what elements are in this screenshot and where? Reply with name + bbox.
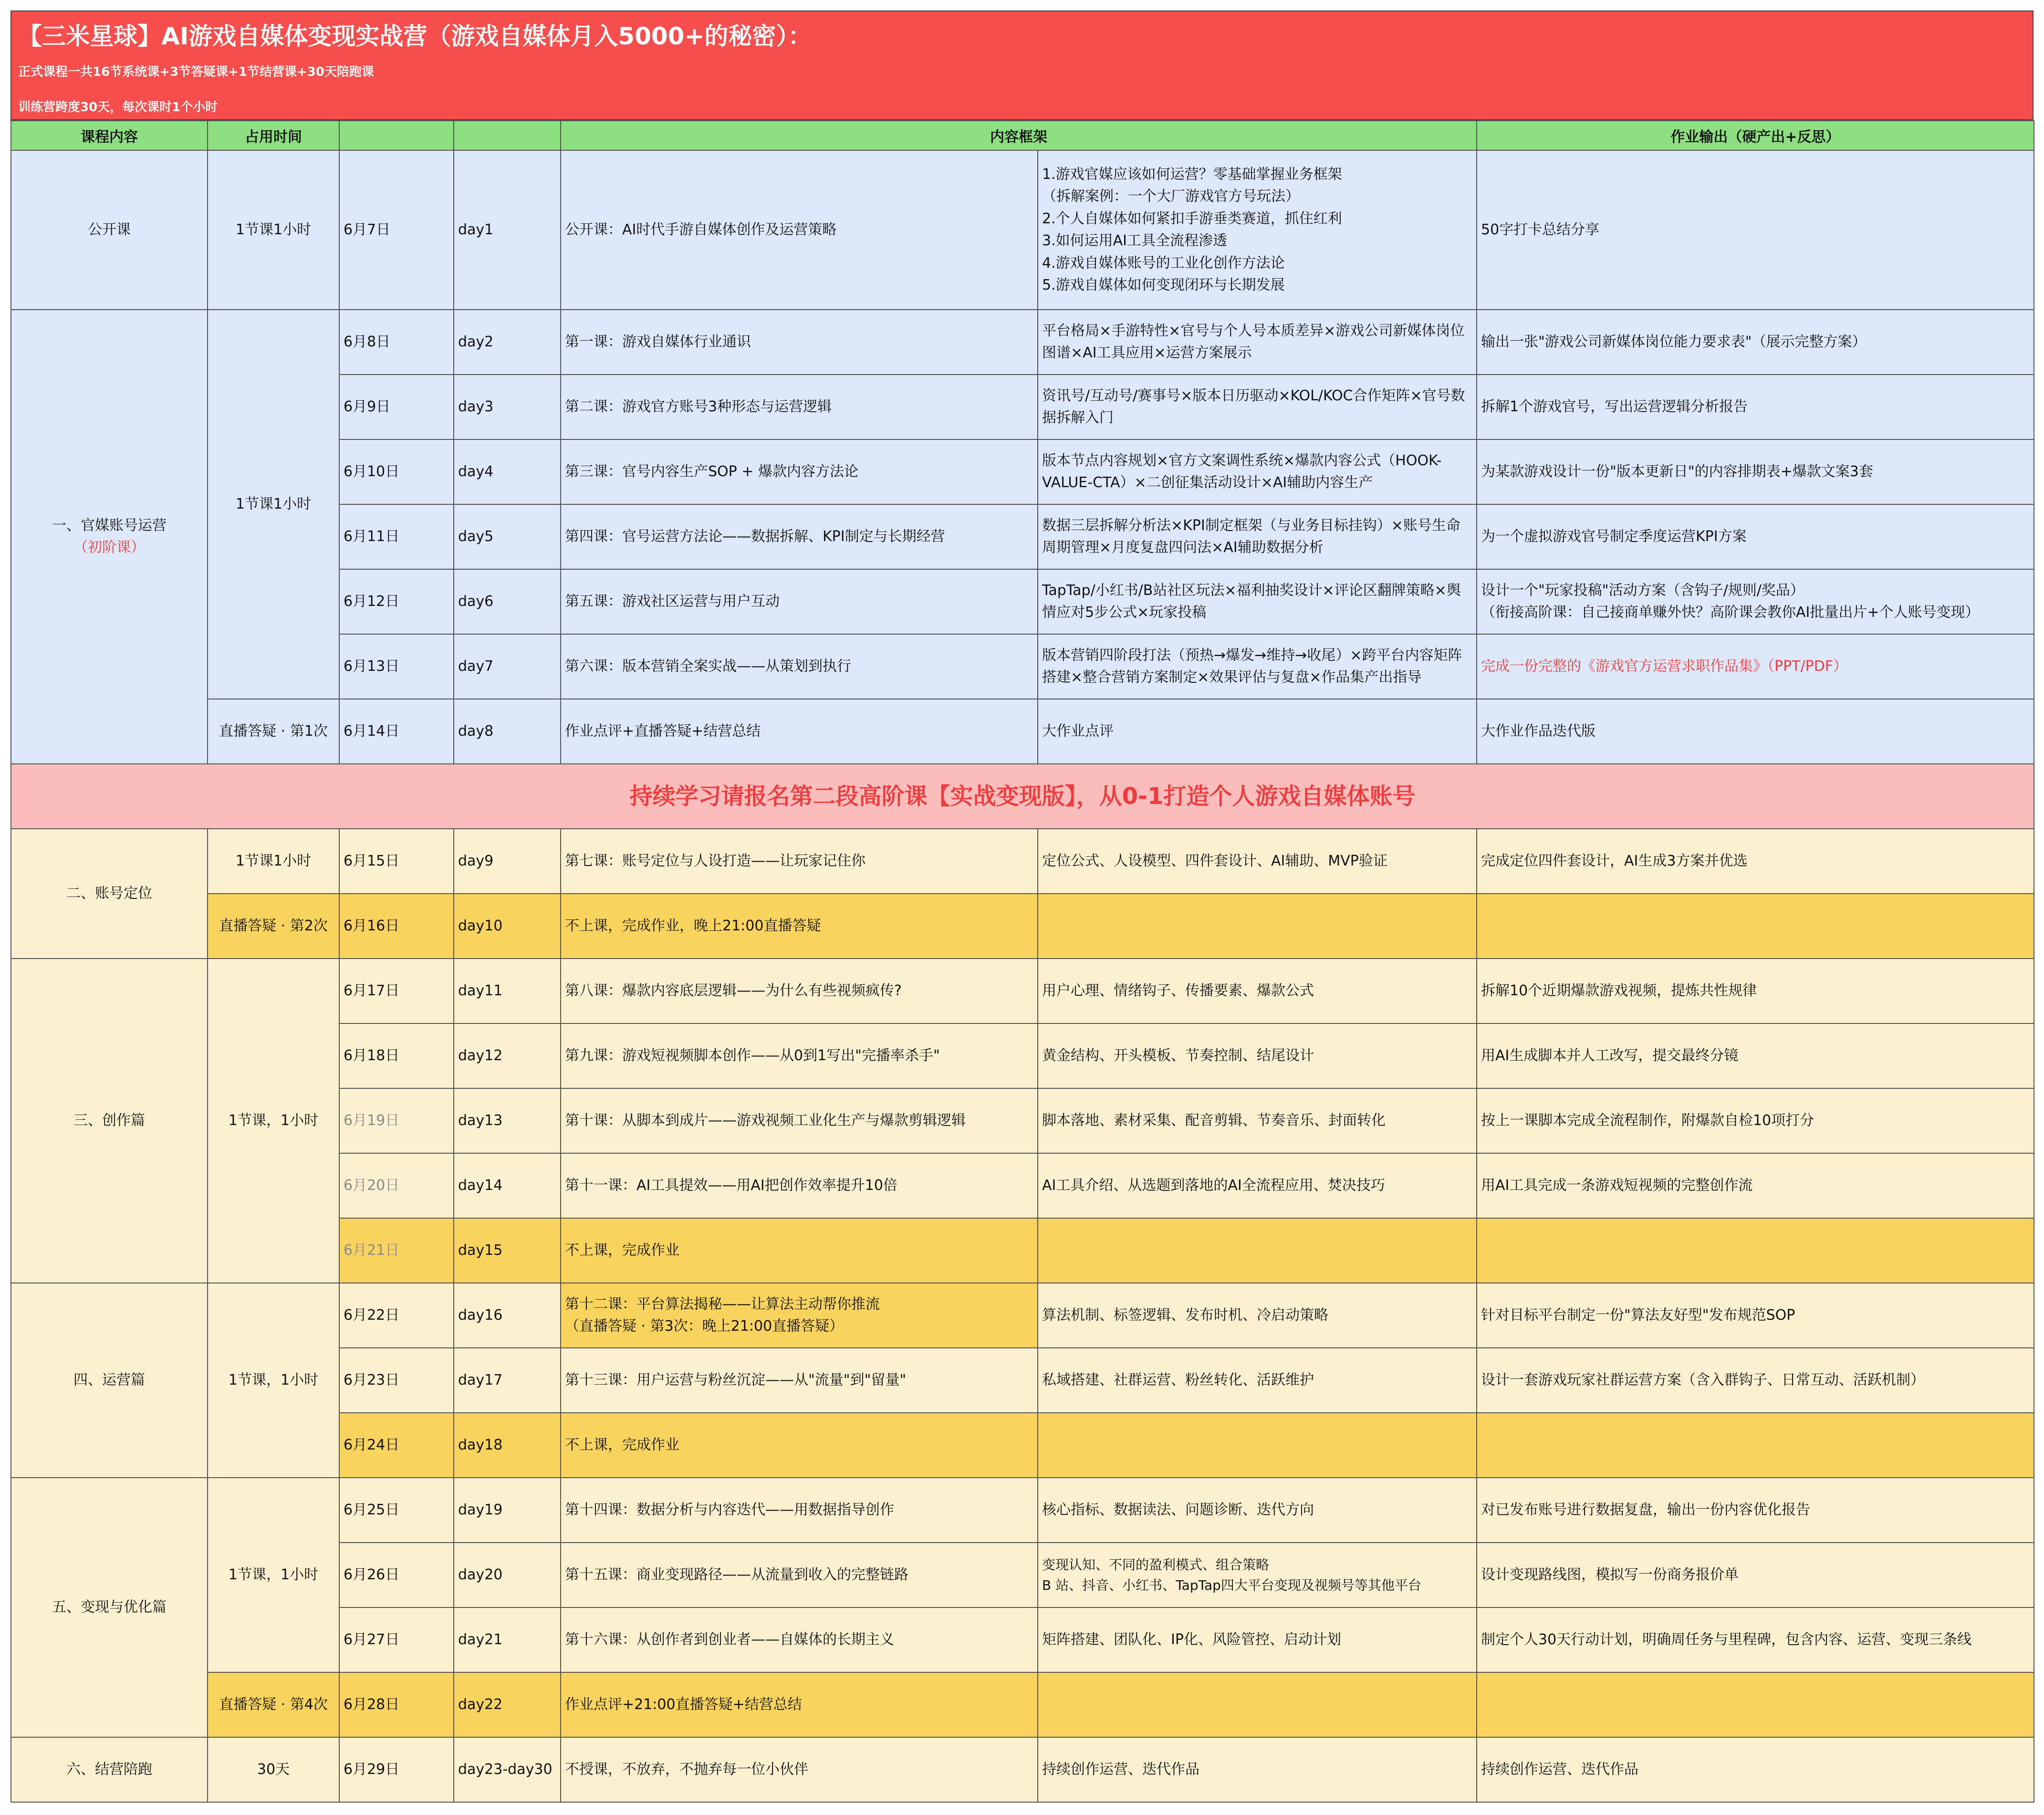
- duration-cell: 1节课，1小时: [208, 1283, 339, 1478]
- sheet-title: 【三米星球】AI游戏自媒体变现实战营（游戏自媒体月入5000+的秘密）：: [18, 22, 812, 50]
- date-cell: 6月28日: [339, 1672, 454, 1737]
- homework-cell: 按上一课脚本完成全流程制作，附爆款自检10项打分: [1477, 1088, 2034, 1153]
- day-cell: day17: [454, 1348, 561, 1413]
- lesson-title-cell: 第九课：游戏短视频脚本创作——从0到1写出"完播率杀手": [561, 1023, 1038, 1088]
- homework-cell: 持续创作运营、迭代作品: [1477, 1737, 2034, 1802]
- homework-cell: [1477, 1672, 2034, 1737]
- date-cell: 6月11日: [339, 504, 454, 569]
- duration-cell: 30天: [208, 1737, 339, 1802]
- homework-cell: 50字打卡总结分享: [1477, 150, 2034, 310]
- day-cell: day14: [454, 1153, 561, 1218]
- day-cell: day6: [454, 569, 561, 634]
- homework-cell: 为某款游戏设计一份"版本更新日"的内容排期表+爆款文案3套: [1477, 439, 2034, 504]
- content-cell: 核心指标、数据读法、问题诊断、迭代方向: [1038, 1478, 1477, 1543]
- content-cell: [1038, 894, 1477, 959]
- content-cell: 版本营销四阶段打法（预热→爆发→维持→收尾）×跨平台内容矩阵搭建×整合营销方案制定×效果评估与复盘×作品集产出指导: [1038, 634, 1477, 699]
- day-cell: day10: [454, 894, 561, 959]
- date-cell: 6月27日: [339, 1607, 454, 1672]
- module-cell: 三、创作篇: [11, 959, 208, 1283]
- homework-cell: 大作业作品迭代版: [1477, 699, 2034, 764]
- homework-cell: [1477, 1413, 2034, 1478]
- homework-cell: [1477, 894, 2034, 959]
- content-cell: 算法机制、标签逻辑、发布时机、冷启动策略: [1038, 1283, 1477, 1348]
- day-cell: day20: [454, 1543, 561, 1607]
- homework-cell: 为一个虚拟游戏官号制定季度运营KPI方案: [1477, 504, 2034, 569]
- day-cell: day11: [454, 959, 561, 1023]
- course-summary: 正式课程一共16节系统课+3节答疑课+1节结营课+30天陪跑课: [18, 65, 374, 79]
- homework-cell: [1477, 1218, 2034, 1283]
- duration-cell: 1节课1小时: [208, 829, 339, 894]
- date-cell: 6月9日: [339, 375, 454, 439]
- table-row: [11, 310, 2034, 375]
- date-cell: 6月16日: [339, 894, 454, 959]
- day-cell: day5: [454, 504, 561, 569]
- date-cell: 6月21日: [339, 1218, 454, 1283]
- day-cell: day4: [454, 439, 561, 504]
- homework-cell: 设计变现路线图，模拟写一份商务报价单: [1477, 1543, 2034, 1607]
- duration-cell: 直播答疑 · 第2次: [208, 894, 339, 959]
- date-cell: 6月13日: [339, 634, 454, 699]
- header-duration: 占用时间: [208, 121, 339, 150]
- homework-cell: 完成定位四件套设计，AI生成3方案并优选: [1477, 829, 2034, 894]
- header-framework: 内容框架: [561, 121, 1477, 150]
- content-cell: 大作业点评: [1038, 699, 1477, 764]
- table-row: [11, 1737, 2034, 1802]
- module-tag: （初阶课）: [73, 539, 145, 556]
- homework-cell: 用AI工具完成一条游戏短视频的完整创作流: [1477, 1153, 2034, 1218]
- content-cell: 平台格局×手游特性×官号与个人号本质差异×游戏公司新媒体岗位图谱×AI工具应用×运营方案展示: [1038, 310, 1477, 375]
- table-row: [11, 959, 2034, 1023]
- content-cell: 脚本落地、素材采集、配音剪辑、节奏音乐、封面转化: [1038, 1088, 1477, 1153]
- table-row: [11, 1672, 2034, 1737]
- content-cell: [1038, 1672, 1477, 1737]
- day-cell: day9: [454, 829, 561, 894]
- lesson-title-cell: 第十四课：数据分析与内容迭代——用数据指导创作: [561, 1478, 1038, 1543]
- homework-cell: 设计一个"玩家投稿"活动方案（含钩子/规则/奖品） （衔接高阶课：自己接商单赚外快？高阶课会教你AI批量出片+个人账号变现）: [1477, 569, 2034, 634]
- date-cell: 6月23日: [339, 1348, 454, 1413]
- date-cell: 6月17日: [339, 959, 454, 1023]
- lesson-title-cell: 第七课：账号定位与人设打造——让玩家记住你: [561, 829, 1038, 894]
- lesson-title-cell: 不上课，完成作业: [561, 1413, 1038, 1478]
- day-cell: day8: [454, 699, 561, 764]
- module-cell: 六、结营陪跑: [11, 1737, 208, 1802]
- day-cell: day21: [454, 1607, 561, 1672]
- lesson-title-cell: 第十五课：商业变现路径——从流量到收入的完整链路: [561, 1543, 1038, 1607]
- date-cell: 6月7日: [339, 150, 454, 310]
- homework-cell: 用AI生成脚本并人工改写，提交最终分镜: [1477, 1023, 2034, 1088]
- day-cell: day16: [454, 1283, 561, 1348]
- date-cell: 6月15日: [339, 829, 454, 894]
- lesson-title-cell: 不上课，完成作业: [561, 1218, 1038, 1283]
- content-cell: 用户心理、情绪钩子、传播要素、爆款公式: [1038, 959, 1477, 1023]
- duration-cell: 1节课，1小时: [208, 1478, 339, 1672]
- lesson-title-cell: 公开课：AI时代手游自媒体创作及运营策略: [561, 150, 1038, 310]
- content-cell: 黄金结构、开头模板、节奏控制、结尾设计: [1038, 1023, 1477, 1088]
- lesson-title-cell: 不授课，不放弃，不抛弃每一位小伙伴: [561, 1737, 1038, 1802]
- day-cell: day18: [454, 1413, 561, 1478]
- homework-cell: 拆解10个近期爆款游戏视频，提炼共性规律: [1477, 959, 2034, 1023]
- lesson-title-cell: 第六课：版本营销全案实战——从策划到执行: [561, 634, 1038, 699]
- date-cell: 6月20日: [339, 1153, 454, 1218]
- table-row: [11, 894, 2034, 959]
- content-cell: TapTap/小红书/B站社区玩法×福利抽奖设计×评论区翻牌策略×舆情应对5步公式×玩家投稿: [1038, 569, 1477, 634]
- day-cell: day12: [454, 1023, 561, 1088]
- content-cell: 矩阵搭建、团队化、IP化、风险管控、启动计划: [1038, 1607, 1477, 1672]
- day-cell: day2: [454, 310, 561, 375]
- content-cell: 变现认知、不同的盈利模式、组合策略 B 站、抖音、小红书、TapTap四大平台变现及视频号等其他平台: [1038, 1543, 1477, 1607]
- header-banner: [10, 10, 2034, 120]
- content-cell: 资讯号/互动号/赛事号×版本日历驱动×KOL/KOC合作矩阵×官号数据拆解入门: [1038, 375, 1477, 439]
- header-row: [11, 121, 2034, 150]
- homework-cell: 设计一套游戏玩家社群运营方案（含入群钩子、日常互动、活跃机制）: [1477, 1348, 2034, 1413]
- header-day: [454, 121, 561, 150]
- lesson-title-cell: 第八课：爆款内容底层逻辑——为什么有些视频疯传?: [561, 959, 1038, 1023]
- date-cell: 6月14日: [339, 699, 454, 764]
- content-cell: 版本节点内容规划×官方文案调性系统×爆款内容公式（HOOK-VALUE-CTA）×二创征集活动设计×AI辅助内容生产: [1038, 439, 1477, 504]
- lesson-title-cell: 第二课：游戏官方账号3种形态与运营逻辑: [561, 375, 1038, 439]
- homework-cell: 制定个人30天行动计划，明确周任务与里程碑，包含内容、运营、变现三条线: [1477, 1607, 2034, 1672]
- homework-cell: 针对目标平台制定一份"算法友好型"发布规范SOP: [1477, 1283, 2034, 1348]
- content-cell: 数据三层拆解分析法×KPI制定框架（与业务目标挂钩）×账号生命周期管理×月度复盘四问法×AI辅助数据分析: [1038, 504, 1477, 569]
- lesson-title-cell: 第三课：官号内容生产SOP + 爆款内容方法论: [561, 439, 1038, 504]
- content-cell: 私域搭建、社群运营、粉丝转化、活跃维护: [1038, 1348, 1477, 1413]
- content-cell: [1038, 1218, 1477, 1283]
- lesson-title-cell: 第十课：从脚本到成片——游戏视频工业化生产与爆款剪辑逻辑: [561, 1088, 1038, 1153]
- module-cell: 二、账号定位: [11, 829, 208, 959]
- day-cell: day22: [454, 1672, 561, 1737]
- table-row: [11, 1283, 2034, 1348]
- duration-cell: 直播答疑 · 第4次: [208, 1672, 339, 1737]
- module-name: 一、官媒账号运营: [52, 517, 167, 534]
- date-cell: 6月12日: [339, 569, 454, 634]
- schedule-table: [10, 120, 2034, 1803]
- table-row: [11, 1478, 2034, 1543]
- homework-cell: 拆解1个游戏官号，写出运营逻辑分析报告: [1477, 375, 2034, 439]
- duration-cell: 1节课1小时: [208, 150, 339, 310]
- content-cell: AI工具介绍、从选题到落地的AI全流程应用、焚决技巧: [1038, 1153, 1477, 1218]
- table-row: [11, 699, 2034, 764]
- duration-cell: 1节课，1小时: [208, 959, 339, 1283]
- lesson-title-cell: 第十二课：平台算法揭秘——让算法主动帮你推流 （直播答疑 · 第3次：晚上21:00直播答疑）: [561, 1283, 1038, 1348]
- lesson-title-cell: 第十一课：AI工具提效——用AI把创作效率提升10倍: [561, 1153, 1038, 1218]
- content-cell: 持续创作运营、迭代作品: [1038, 1737, 1477, 1802]
- date-cell: 6月19日: [339, 1088, 454, 1153]
- header-homework: 作业输出（硬产出+反思）: [1477, 121, 2034, 150]
- date-cell: 6月24日: [339, 1413, 454, 1478]
- day-cell: day13: [454, 1088, 561, 1153]
- day-cell: day15: [454, 1218, 561, 1283]
- content-cell: [1038, 1413, 1477, 1478]
- table-row: [11, 829, 2034, 894]
- header-course: 课程内容: [11, 121, 208, 150]
- content-cell: 定位公式、人设模型、四件套设计、AI辅助、MVP验证: [1038, 829, 1477, 894]
- duration-cell: 1节课1小时: [208, 310, 339, 699]
- date-cell: 6月22日: [339, 1283, 454, 1348]
- table-row: [11, 150, 2034, 310]
- day-cell: day19: [454, 1478, 561, 1543]
- day-cell: day1: [454, 150, 561, 310]
- advanced-course-banner: 持续学习请报名第二段高阶课【实战变现版】，从0-1打造个人游戏自媒体账号: [11, 764, 2034, 829]
- homework-cell: 完成一份完整的《游戏官方运营求职作品集》（PPT/PDF）: [1477, 634, 2034, 699]
- homework-cell: 输出一张"游戏公司新媒体岗位能力要求表"（展示完整方案）: [1477, 310, 2034, 375]
- lesson-title-cell: 第十三课：用户运营与粉丝沉淀——从"流量"到"留量": [561, 1348, 1038, 1413]
- module-cell: [11, 310, 208, 764]
- module-cell: 四、运营篇: [11, 1283, 208, 1478]
- date-cell: 6月8日: [339, 310, 454, 375]
- day-cell: day23-day30: [454, 1737, 561, 1802]
- lesson-title-cell: 第五课：游戏社区运营与用户互动: [561, 569, 1038, 634]
- date-cell: 6月18日: [339, 1023, 454, 1088]
- lesson-title-cell: 作业点评+直播答疑+结营总结: [561, 699, 1038, 764]
- divider-row: [11, 764, 2034, 829]
- date-cell: 6月29日: [339, 1737, 454, 1802]
- header-date: [339, 121, 454, 150]
- content-cell: 1.游戏官媒应该如何运营？零基础掌握业务框架 （拆解案例：一个大厂游戏官方号玩法） 2.个人自媒体如何紧扣手游垂类赛道，抓住红利 3.如何运用AI工具全流程渗透 4.游戏自媒体账号的工业化创作方法论 5.游戏自媒体如何变现闭环与长期发展: [1038, 150, 1477, 310]
- module-cell: 公开课: [11, 150, 208, 310]
- lesson-title-cell: 第四课：官号运营方法论——数据拆解、KPI制定与长期经营: [561, 504, 1038, 569]
- date-cell: 6月25日: [339, 1478, 454, 1543]
- lesson-title-cell: 第十六课：从创作者到创业者——自媒体的长期主义: [561, 1607, 1038, 1672]
- day-cell: day7: [454, 634, 561, 699]
- duration-cell: 直播答疑 · 第1次: [208, 699, 339, 764]
- lesson-title-cell: 第一课：游戏自媒体行业通识: [561, 310, 1038, 375]
- day-cell: day3: [454, 375, 561, 439]
- course-span: 训练营跨度30天，每次课时1个小时: [18, 100, 218, 115]
- module-cell: 五、变现与优化篇: [11, 1478, 208, 1737]
- lesson-title-cell: 作业点评+21:00直播答疑+结营总结: [561, 1672, 1038, 1737]
- course-sheet: [10, 10, 2034, 1803]
- date-cell: 6月10日: [339, 439, 454, 504]
- lesson-title-cell: 不上课，完成作业，晚上21:00直播答疑: [561, 894, 1038, 959]
- date-cell: 6月26日: [339, 1543, 454, 1607]
- homework-cell: 对已发布账号进行数据复盘，输出一份内容优化报告: [1477, 1478, 2034, 1543]
